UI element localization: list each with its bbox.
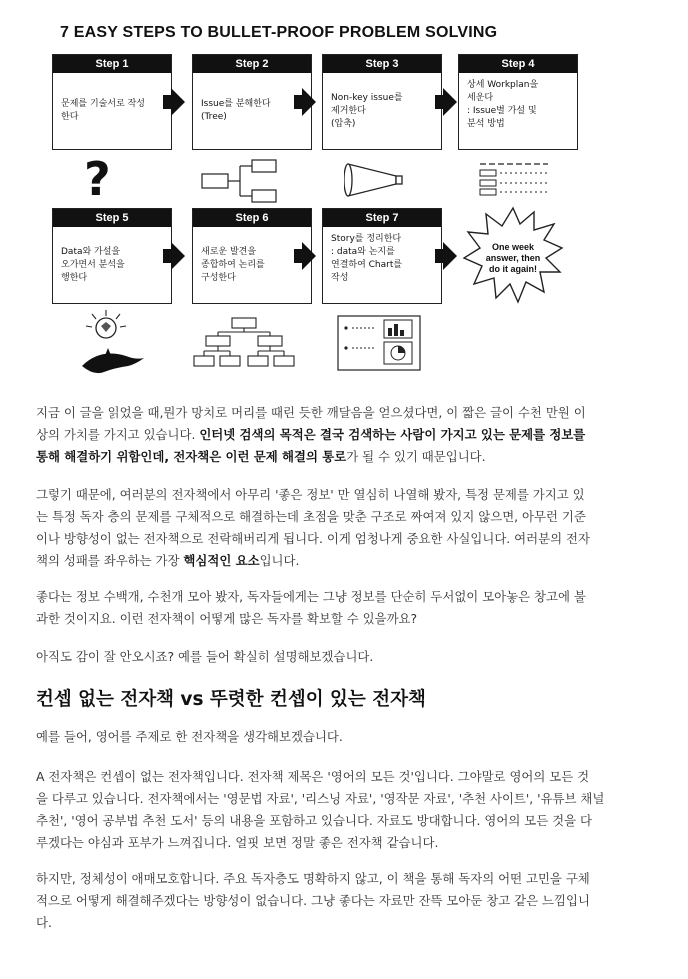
step-2-line: (Tree)	[201, 112, 227, 122]
step-4-line: 분석 방법	[467, 119, 505, 129]
funnel-icon	[344, 160, 404, 200]
step-4-line: : Issue별 가설 및	[467, 106, 537, 116]
step-3-label: Step 3	[323, 55, 441, 73]
step-3-box	[322, 54, 442, 150]
question-mark-icon: ?	[84, 152, 111, 206]
bold-text: 인터넷 검색의 목적은 결국 검색하는 사람이 가지고 있는 문제를 정보를	[199, 427, 586, 442]
step-2-line: Issue를 분해한다	[201, 99, 271, 109]
paragraph-7	[36, 868, 656, 934]
paragraph-line: 루겠다는 야심과 포부가 느껴집니다. 얼핏 보면 정말 좋은 전자책 같습니다.	[36, 835, 439, 850]
starburst-line: answer, then	[485, 253, 541, 263]
lightbulb-dolphin-icon	[70, 308, 150, 380]
step-5-label: Step 5	[53, 209, 171, 227]
paragraph-line: 좋다는 정보 수백개, 수천개 모아 봤자, 독자들에게는 그냥 정보를 단순히 두서없이 모아놓은 창고에 불	[36, 589, 586, 604]
paragraph-line: A 전자책은 컨셉이 없는 전자책입니다. 전자책 제목은 '영어의 모든 것'입니다. 그야말로 영어의 모든 것	[36, 769, 590, 784]
step-5-box	[52, 208, 172, 304]
arrow-icon	[302, 242, 316, 270]
step-7-line: 연결하여 Chart를	[331, 260, 403, 270]
chart-story-icon	[336, 314, 422, 372]
starburst-callout	[462, 206, 564, 304]
step-3-line: Non-key issue를	[331, 92, 403, 103]
paragraph-line: 이나 방향성이 없는 전자책으로 전락해버리게 됩니다. 이게 엄청나게 중요한 사실입니다. 여러분의 전자	[36, 531, 590, 546]
section-heading: 컨셉 없는 전자책 vs 뚜렷한 컨셉이 있는 전자책	[36, 689, 426, 710]
paragraph-line: 하지만, 정체성이 애매모호합니다. 주요 독자층도 명확하지 않고, 이 책을 통해 독자의 어떤 고민을 구체	[36, 871, 590, 886]
step-3-line: 제거한다	[331, 105, 366, 116]
paragraph-line: 아직도 감이 잘 안오시죠? 예를 들어 확실히 설명해보겠습니다.	[36, 649, 374, 664]
bold-text: 통해 해결하기 위함인데, 전자책은 이런 문제 해결의 통로	[36, 449, 347, 464]
step-1-label: Step 1	[53, 55, 171, 73]
logic-tree-icon	[192, 316, 296, 372]
step-2-label: Step 2	[193, 55, 311, 73]
text-segment: 가 될 수 있기 때문입니다.	[346, 449, 486, 464]
starburst-line: do it again!	[489, 264, 537, 274]
figure-title: 7 EASY STEPS TO BULLET-PROOF PROBLEM SOLVING	[60, 24, 498, 41]
arrow-icon	[443, 242, 457, 270]
step-7-box	[322, 208, 442, 304]
step-1-box	[52, 54, 172, 150]
step-7-line: 작성	[331, 273, 349, 283]
paragraph-line: 는 특정 독자 층의 문제를 구체적으로 해결하는데 초점을 맞춘 구조로 짜여져 있지 않으면, 아무런 기준	[36, 509, 586, 524]
issue-tree-icon	[200, 158, 290, 206]
paragraph-line: 다.	[36, 915, 52, 930]
step-4-box	[458, 54, 578, 150]
step-6-line: 새로운 발견을	[201, 246, 257, 257]
step-5-line: 오가면서 분석을	[61, 259, 125, 270]
step-4-label: Step 4	[459, 55, 577, 73]
paragraph-line: 예를 들어, 영어를 주제로 한 전자책을 생각해보겠습니다.	[36, 729, 343, 744]
paragraph-6	[36, 766, 656, 854]
step-6-line: 종합하여 논리를	[201, 259, 265, 270]
paragraph-3	[36, 586, 656, 630]
step-5-line: 행한다	[61, 272, 88, 283]
step-3-line: (압축)	[331, 118, 356, 129]
paragraph-line: 지금 이 글을 읽었을 때,뭔가 망치로 머리를 때린 듯한 깨달음을 얻으셨다면, 이 짧은 글이 수천 만원 이	[36, 405, 586, 420]
step-1-line: 문제를 기술서로 작성	[61, 99, 145, 109]
paragraph-line	[36, 446, 656, 468]
text-segment: 입니다.	[259, 553, 300, 568]
arrow-icon	[171, 88, 185, 116]
text-segment: 책의 성패를 좌우하는 가장	[36, 553, 184, 568]
step-6-line: 구성한다	[201, 272, 236, 283]
problem-solving-figure	[0, 0, 688, 385]
paragraph-4	[36, 646, 656, 668]
paragraph-line	[36, 550, 656, 572]
paragraph-line	[36, 424, 656, 446]
paragraph-line: 을 다루고 있습니다. 전자책에서는 '영문법 자료', '리스닝 자료', '영작문 자료', '추천 사이트', '유튜브 채널	[36, 791, 605, 806]
paragraph-5	[36, 726, 656, 748]
workplan-icon	[478, 160, 550, 196]
paragraph-line: 그렇기 때문에, 여러분의 전자책에서 아무리 '좋은 정보' 만 열심히 나열해 봤자, 특정 문제를 가지고 있	[36, 487, 585, 502]
arrow-icon	[171, 242, 185, 270]
arrow-icon	[443, 88, 457, 116]
starburst-line: One week	[491, 242, 535, 252]
paragraph-line: 과한 것이지요. 이런 전자책이 어떻게 많은 독자를 확보할 수 있을까요?	[36, 611, 418, 626]
step-4-line: 상세 Workplan을	[467, 80, 539, 90]
paragraph-line: 적으로 어떻게 해결해주겠다는 방향성이 없습니다. 그냥 좋다는 자료만 잔뜩 모아둔 창고 같은 느낌입니	[36, 893, 590, 908]
step-7-line: : data와 논지를	[331, 247, 395, 257]
arrow-icon	[302, 88, 316, 116]
step-6-label: Step 6	[193, 209, 311, 227]
text-segment: 상의 가치를 가지고 있습니다.	[36, 427, 200, 442]
step-7-label: Step 7	[323, 209, 441, 227]
step-1-line: 한다	[61, 112, 79, 122]
paragraph-2	[36, 484, 656, 572]
bold-text: 핵심적인 요소	[183, 553, 260, 568]
step-5-line: Data와 가설을	[61, 246, 121, 257]
paragraph-line: 추천', '영어 공부법 추천 도서' 등의 내용을 포함하고 있습니다. 자료도 방대합니다. 영어의 모든 것을 다	[36, 813, 592, 828]
paragraph-1	[36, 402, 656, 468]
step-7-line: Story를 정리한다	[331, 234, 402, 244]
step-4-line: 세운다	[467, 93, 494, 103]
